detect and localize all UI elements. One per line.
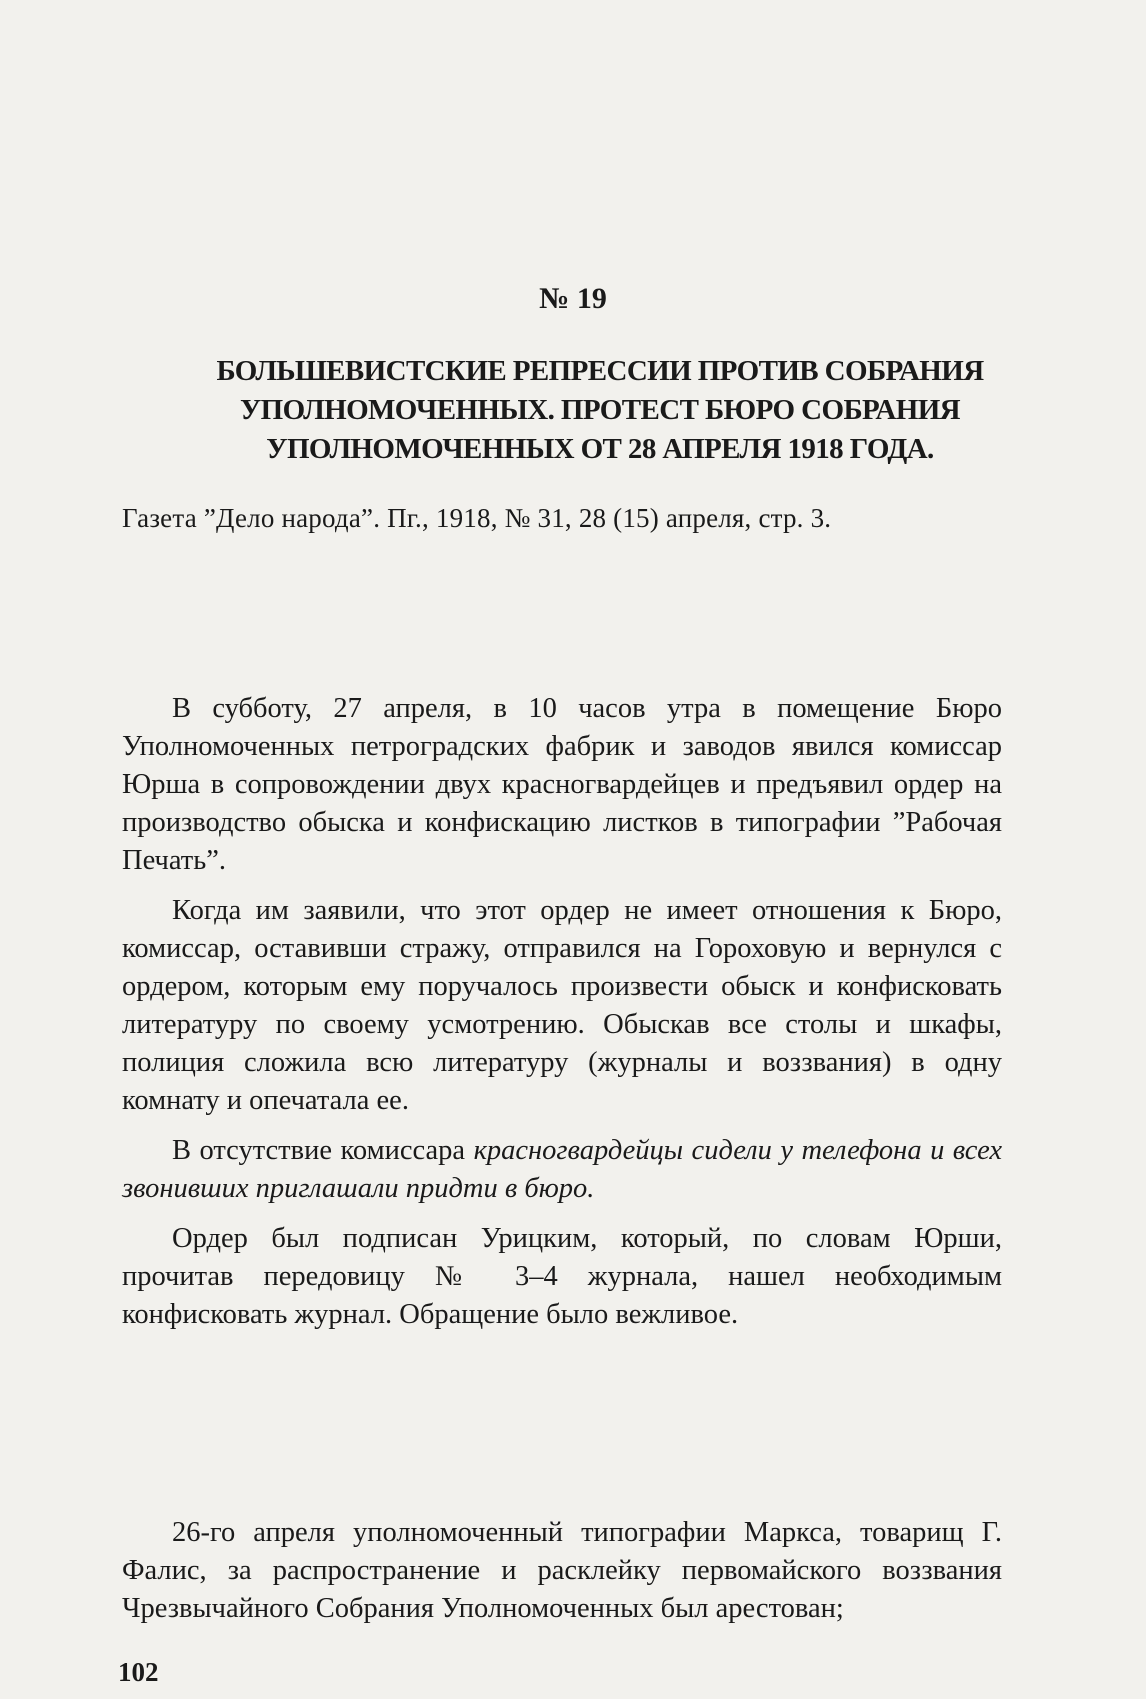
paragraph-3-lead: В отсутствие комиссара — [172, 1135, 466, 1166]
paragraph-4: Ордер был подписан Урицким, который, по словам Юрши, прочитав передовицу № 3–4 журнала, нашел необходимым конфисковать журнал. Обращение было вежливое. — [122, 1223, 1002, 1330]
page-number: 102 — [118, 1657, 159, 1687]
body-text — [122, 690, 1002, 1346]
body-text-continued — [122, 1514, 1002, 1640]
document-title — [160, 352, 1040, 469]
title-line-1: БОЛЬШЕВИСТСКИЕ РЕПРЕССИИ ПРОТИВ СОБРАНИЯ — [216, 355, 984, 387]
document-number: № 19 — [539, 282, 607, 315]
paragraph-3 — [122, 1132, 1002, 1208]
paragraph-3-italic: красногвардейцы сидели у телефона и всех звонивших приглашали придти в бюро. — [122, 1135, 1002, 1204]
source-citation: Газета ”Дело народа”. Пг., 1918, № 31, 28 (15) апреля, стр. 3. — [122, 503, 832, 533]
title-line-2: УПОЛНОМОЧЕННЫХ. ПРОТЕСТ БЮРО СОБРАНИЯ — [239, 394, 961, 426]
title-line-3: УПОЛНОМОЧЕННЫХ ОТ 28 АПРЕЛЯ 1918 ГОДА. — [266, 433, 934, 465]
paragraph-2: Когда им заявили, что этот ордер не имеет отношения к Бюро, комиссар, оставивши стражу, отправился на Гороховую и вернулся с ордером, которым ему поручалось произвести обыск и конфисковать литературу по своему усмотрению. Обыскав все столы и шкафы, полиция сложила всю литературу (журналы и воззвания) в одну комнату и опечатала ее. — [122, 895, 1002, 1116]
paragraph-1: В субботу, 27 апреля, в 10 часов утра в помещение Бюро Уполномоченных петроградских фабрик и заводов явился комиссар Юрша в сопровождении двух красногвардейцев и предъявил ордер на производство обыска и конфискацию листков в типографии ”Рабочая Печать”. — [122, 693, 1002, 876]
paragraph-5: 26-го апреля уполномоченный типографии Маркса, товарищ Г. Фалис, за распространение и расклейку первомайского воззвания Чрезвычайного Собрания Уполномоченных был арестован; — [122, 1517, 1002, 1624]
